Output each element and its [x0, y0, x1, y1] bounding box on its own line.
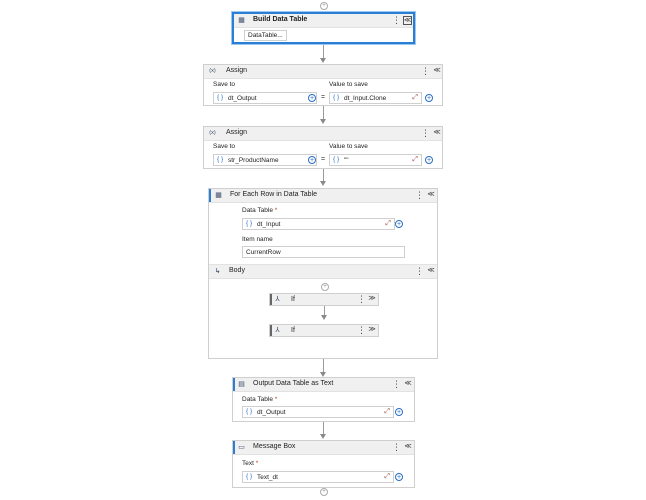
connector-arrow	[320, 181, 326, 186]
add-activity-top[interactable]: +	[320, 2, 328, 10]
add-value-icon[interactable]: +	[426, 157, 432, 164]
more-options-icon[interactable]: ⋮	[421, 66, 430, 76]
expand-editor-icon[interactable]: ⤢	[412, 94, 418, 101]
connector	[323, 106, 324, 120]
more-options-icon[interactable]: ⋮	[392, 15, 401, 25]
add-activity-bottom[interactable]: +	[320, 488, 328, 496]
variable-icon: (x)	[209, 68, 216, 74]
message-icon: ▭	[238, 444, 245, 451]
expression-icon: { }	[333, 156, 340, 163]
if-activity-1[interactable]	[269, 293, 379, 306]
expand-editor-icon[interactable]: ⤢	[412, 156, 418, 163]
save-to-label: Save to	[213, 143, 236, 150]
expression-icon: { }	[246, 220, 253, 227]
data-table-label: Data Table *	[242, 207, 278, 214]
item-name-value: CurrentRow	[246, 249, 281, 256]
more-options-icon[interactable]: ⋮	[392, 379, 401, 389]
value-field[interactable]	[329, 154, 422, 166]
activity-title: Assign	[226, 129, 248, 136]
data-table-field[interactable]	[242, 406, 394, 418]
body-arrow-icon: ↳	[214, 268, 221, 275]
text-field[interactable]	[242, 471, 394, 483]
activity-header	[204, 65, 442, 79]
value-to-save-label: Value to save	[329, 81, 368, 88]
expression-icon: { }	[217, 94, 224, 101]
save-to-label: Save to	[213, 81, 236, 88]
for-each-row-activity[interactable]	[208, 188, 438, 359]
data-table-value: dt_Output	[257, 409, 286, 416]
more-options-icon[interactable]: ⋮	[415, 190, 424, 200]
connector	[323, 44, 324, 59]
assign-activity-1[interactable]	[203, 64, 443, 106]
expand-icon[interactable]: ≫	[368, 326, 376, 333]
activity-title: Build Data Table	[253, 16, 308, 23]
if-title: If	[291, 296, 295, 303]
add-variable-icon[interactable]: +	[309, 95, 315, 102]
more-options-icon[interactable]: ⋮	[392, 442, 401, 452]
collapse-icon[interactable]: ≪	[427, 267, 435, 274]
branch-icon: ⅄	[275, 327, 280, 334]
activity-header	[233, 378, 414, 392]
save-to-field[interactable]	[213, 92, 317, 104]
equals-sign: =	[321, 94, 326, 101]
output-data-table-activity[interactable]	[232, 377, 415, 422]
save-to-field[interactable]	[213, 154, 317, 166]
body-title: Body	[229, 267, 245, 274]
collapse-icon[interactable]: ≪	[404, 380, 412, 387]
datatable-button[interactable]: DataTable...	[244, 30, 287, 41]
collapse-icon[interactable]: ≪	[433, 67, 441, 74]
add-value-icon[interactable]: +	[396, 474, 402, 481]
activity-header	[234, 14, 413, 28]
expression-icon: { }	[246, 408, 253, 415]
value-text: ""	[344, 157, 349, 164]
collapse-icon[interactable]: ≪	[427, 191, 435, 198]
save-to-value: dt_Output	[228, 95, 257, 102]
message-box-activity[interactable]	[232, 440, 415, 488]
table-loop-icon: ▦	[215, 192, 222, 199]
item-name-input[interactable]	[242, 246, 405, 258]
more-options-icon[interactable]: ⋮	[421, 128, 430, 138]
add-value-icon[interactable]: +	[426, 95, 432, 102]
expand-editor-icon[interactable]: ⤢	[385, 220, 391, 227]
text-value: Text_dt	[257, 474, 278, 481]
if-title: If	[291, 327, 295, 334]
more-options-icon[interactable]: ⋮	[357, 325, 366, 335]
expression-icon: { }	[246, 473, 253, 480]
expression-icon: { }	[217, 156, 224, 163]
add-activity-body[interactable]: +	[321, 283, 329, 291]
activity-header	[204, 127, 442, 141]
text-label: Text *	[242, 460, 259, 467]
data-table-field[interactable]	[242, 218, 395, 230]
activity-header	[209, 189, 437, 203]
connector-arrow	[320, 58, 326, 63]
more-options-icon[interactable]: ⋮	[415, 266, 424, 276]
connector-arrow	[321, 315, 327, 320]
body-header	[209, 264, 437, 279]
more-options-icon[interactable]: ⋮	[357, 294, 366, 304]
activity-title: Assign	[226, 67, 248, 74]
item-name-label: Item name	[242, 236, 273, 243]
expression-icon: { }	[333, 94, 340, 101]
data-table-label: Data Table *	[242, 396, 278, 403]
connector-arrow	[320, 434, 326, 439]
collapse-icon[interactable]: ≪	[433, 129, 441, 136]
add-value-icon[interactable]: +	[396, 409, 402, 416]
add-variable-icon[interactable]: +	[309, 157, 315, 164]
if-activity-2[interactable]	[269, 324, 379, 337]
connector-arrow	[320, 119, 326, 124]
variable-icon: (x)	[209, 130, 216, 136]
activity-header	[233, 441, 414, 455]
build-data-table-activity[interactable]	[232, 12, 415, 44]
assign-activity-2[interactable]	[203, 126, 443, 169]
expand-editor-icon[interactable]: ⤢	[384, 473, 390, 480]
expand-editor-icon[interactable]: ⤢	[384, 408, 390, 415]
add-value-icon[interactable]: +	[396, 221, 402, 228]
equals-sign: =	[321, 156, 326, 163]
connector	[323, 359, 324, 373]
value-text: dt_Input.Clone	[344, 95, 387, 102]
table-icon: ▦	[238, 17, 245, 24]
value-to-save-label: Value to save	[329, 143, 368, 150]
activity-title: Message Box	[253, 443, 296, 450]
activity-title: For Each Row in Data Table	[230, 191, 318, 198]
value-field[interactable]	[329, 92, 422, 104]
save-to-value: str_ProductName	[228, 157, 279, 164]
collapse-icon[interactable]: ≪	[404, 443, 412, 450]
branch-icon: ⅄	[275, 296, 280, 303]
expand-icon[interactable]: ≫	[368, 295, 376, 302]
activity-title: Output Data Table as Text	[253, 380, 334, 387]
table-text-icon: ▤	[238, 381, 245, 388]
data-table-value: dt_Input	[257, 221, 281, 228]
collapse-icon[interactable]: ≪	[404, 17, 412, 24]
